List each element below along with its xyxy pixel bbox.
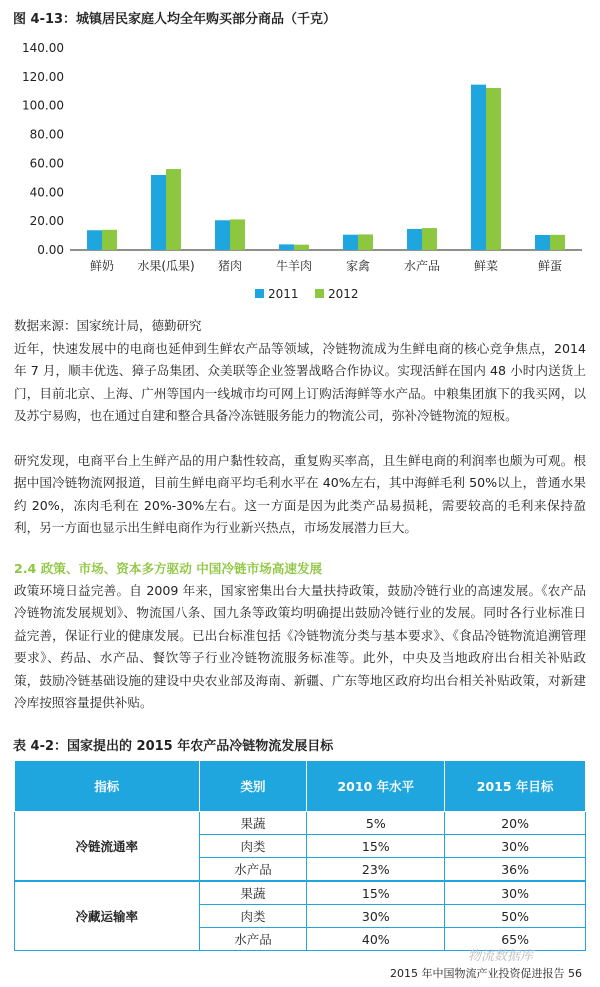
table-cell: 40% bbox=[307, 928, 445, 951]
header-2015-target: 2015 年目标 bbox=[445, 761, 586, 812]
table-cell: 65% bbox=[445, 928, 586, 951]
table-header-row bbox=[15, 761, 586, 812]
bar-2012-0 bbox=[102, 230, 117, 250]
bar-2012-5 bbox=[422, 228, 437, 250]
x-tick-label: 家禽 bbox=[345, 259, 371, 273]
table-cell: 30% bbox=[445, 881, 586, 905]
table-cell: 36% bbox=[445, 858, 586, 882]
table-cell: 30% bbox=[445, 835, 586, 858]
group-label: 冷藏运输率 bbox=[15, 881, 200, 951]
x-tick-label: 水果(瓜果) bbox=[137, 259, 195, 273]
y-tick-label: 0.00 bbox=[37, 243, 64, 257]
table-row bbox=[15, 881, 586, 905]
x-tick-label: 牛羊肉 bbox=[275, 259, 313, 273]
table-cell: 20% bbox=[445, 812, 586, 835]
watermark-text: 物流数据库 bbox=[468, 949, 534, 964]
y-tick-label: 20.00 bbox=[29, 214, 64, 229]
paragraph-2: 研究发现，电商平台上生鲜产品的用户黏性较高，重复购买率高，且生鲜电商的利润率也颇为可观。根据中国冷链物流网报道，目前生鲜电商平均毛利水平在 40%左右，其中海鲜毛利 50%以上，普通水果约 20%，冻肉毛利在 20%-30%左右。这一方面是因为此类产品易损耗，需要较高的毛利来保持盈利，另一方面也显示出生鲜电商作为行业新兴热点，市场发展潜力巨大。 bbox=[14, 453, 586, 536]
section-heading: 2.4 政策、市场、资本多方驱动 中国冷链市场高速发展 bbox=[14, 561, 323, 576]
figure-title: 图 4-13：城镇居民家庭人均全年购买部分商品（千克） bbox=[13, 12, 337, 27]
table-cell: 23% bbox=[307, 858, 445, 882]
table-cell: 肉类 bbox=[199, 905, 307, 928]
table-cell: 水产品 bbox=[199, 858, 307, 882]
paragraph-1: 近年，快速发展中的电商也延伸到生鲜农产品等领域，冷链物流成为生鲜电商的核心竞争焦点，2014 年 7 月，顺丰优选、獐子岛集团、众美联等企业签署战略合作协议。实现活鲜在国内 48 小时内送货上门，目前北京、上海、广州等国内一线城市均可网上订购活海鲜等水产品。中粮集团旗下的我买网，以及苏宁易购，也在通过自建和整合具备冷冻链服务能力的物流公司，弥补冷链物流的短板。 bbox=[14, 341, 586, 424]
bar-2011-5 bbox=[407, 229, 422, 250]
y-tick-label: 80.00 bbox=[29, 127, 64, 142]
bar-2012-1 bbox=[166, 169, 181, 250]
table-cell: 50% bbox=[445, 905, 586, 928]
y-tick-label: 120.00 bbox=[22, 69, 64, 84]
table-cell: 15% bbox=[307, 835, 445, 858]
table-cell: 5% bbox=[307, 812, 445, 835]
cold-chain-goal-table bbox=[14, 760, 586, 951]
data-source: 数据来源：国家统计局，德勤研究 bbox=[14, 318, 202, 333]
table-title: 表 4-2：国家提出的 2015 年农产品冷链物流发展目标 bbox=[13, 739, 334, 754]
bar-2012-7 bbox=[550, 235, 565, 250]
bar-2011-4 bbox=[343, 235, 358, 250]
bar-2011-3 bbox=[279, 244, 294, 250]
header-2010-level: 2010 年水平 bbox=[307, 761, 445, 812]
y-tick-label: 40.00 bbox=[29, 185, 64, 200]
bar-2011-6 bbox=[471, 85, 486, 250]
x-tick-label: 猪肉 bbox=[217, 259, 243, 273]
bar-chart bbox=[0, 30, 600, 305]
table-cell: 30% bbox=[307, 905, 445, 928]
group-label: 冷链流通率 bbox=[15, 812, 200, 882]
y-tick-label: 60.00 bbox=[29, 156, 64, 171]
legend-swatch-2012 bbox=[315, 289, 324, 298]
bar-2011-1 bbox=[151, 175, 166, 250]
table-cell: 15% bbox=[307, 881, 445, 905]
table-cell: 肉类 bbox=[199, 835, 307, 858]
header-category: 类别 bbox=[199, 761, 307, 812]
legend-label-2012: 2012 bbox=[328, 287, 359, 301]
table-cell: 果蔬 bbox=[199, 881, 307, 905]
x-tick-label: 水产品 bbox=[403, 259, 441, 273]
bar-2012-2 bbox=[230, 219, 245, 250]
legend-swatch-2011 bbox=[255, 289, 264, 298]
bar-2012-4 bbox=[358, 234, 373, 250]
bar-2011-0 bbox=[87, 230, 102, 250]
bar-2011-7 bbox=[535, 235, 550, 250]
page-footer: 2015 年中国物流产业投资促进报告 56 bbox=[390, 967, 582, 980]
table-cell: 果蔬 bbox=[199, 812, 307, 835]
table-row bbox=[15, 812, 586, 835]
bar-2012-3 bbox=[294, 245, 309, 250]
x-tick-label: 鲜菜 bbox=[473, 259, 499, 273]
header-indicator: 指标 bbox=[15, 761, 200, 812]
y-tick-label: 100.00 bbox=[22, 98, 64, 113]
paragraph-3: 政策环境日益完善。自 2009 年来，国家密集出台大量扶持政策，鼓励冷链行业的高速发展。《农产品冷链物流发展规划》、物流国八条、国九条等政策均明确提出鼓励冷链行业的发展。同时各行业标准日益完善，保证行业的健康发展。已出台标准包括《冷链物流分类与基本要求》、《食品冷链物流追溯管理要求》、药品、水产品、餐饮等子行业冷链物流服务标准等。此外，中央及当地政府出台相关补贴政策，鼓励冷链基础设施的建设中央农业部及海南、新疆、广东等地区政府均出台相关补贴政策，对新建冷库按照容量提供补贴。 bbox=[14, 583, 586, 711]
bar-2012-6 bbox=[486, 88, 501, 250]
y-tick-label: 140.00 bbox=[22, 41, 64, 55]
table-cell: 水产品 bbox=[199, 928, 307, 951]
legend-label-2011: 2011 bbox=[268, 287, 299, 301]
x-tick-label: 鲜奶 bbox=[89, 259, 115, 273]
bar-2011-2 bbox=[215, 220, 230, 250]
x-tick-label: 鲜蛋 bbox=[537, 259, 563, 273]
